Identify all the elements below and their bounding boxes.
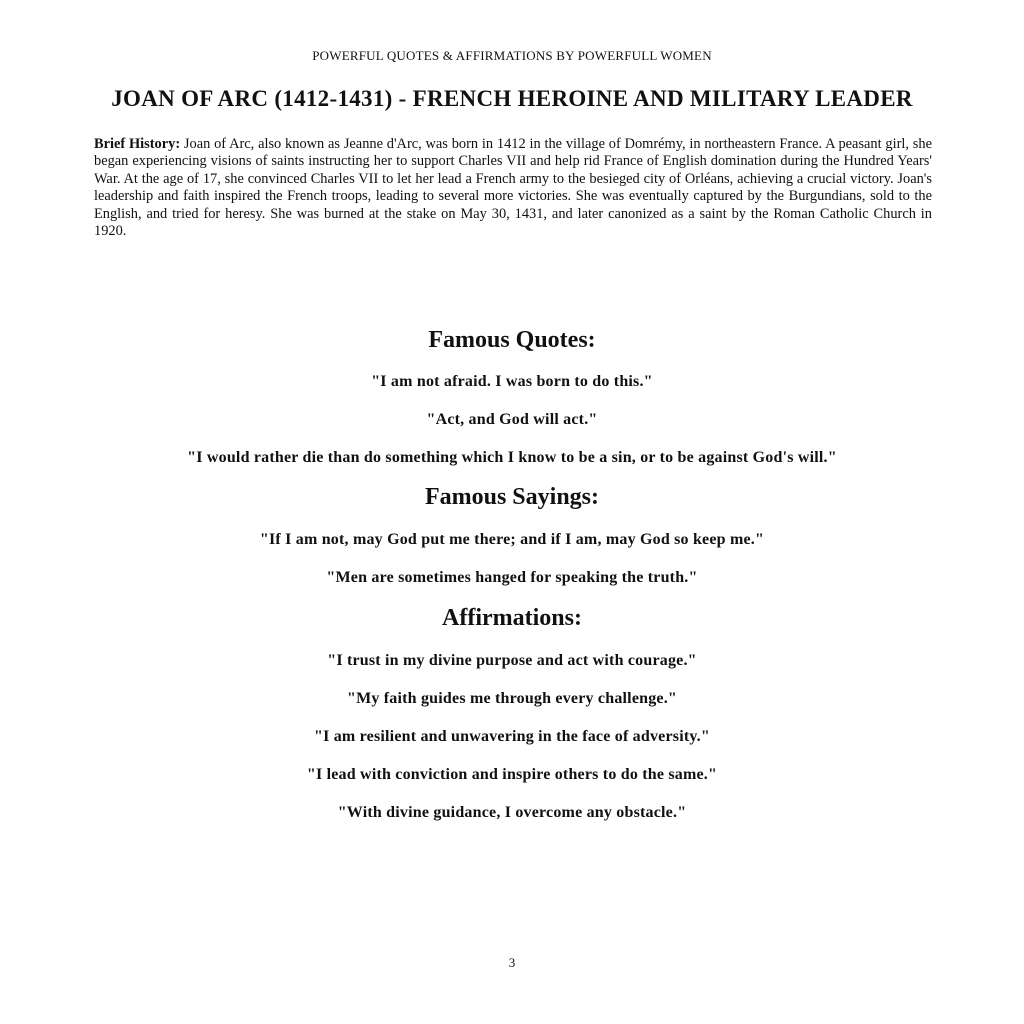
famous-sayings-heading: Famous Sayings: xyxy=(424,484,600,510)
page-number: 3 xyxy=(508,955,516,970)
brief-history-text: Joan of Arc, also known as Jeanne d'Arc, was born in 1412 in the village of Domrémy, in northeastern France. A peasant girl, she began experiencing visions of saints instructing her to support Charles VII and help rid France of English domination during the Hundred Years' War. At the age of 17, she convinced Charles VII to let her lead a French army to the besieged city of Orléans, achieving a crucial victory. Joan's leadership and faith inspired the French troops, leading to several more victories. She was eventually captured by the Burgundians, sold to the English, and tried for heresy. She was burned at the stake on May 30, 1431, and later canonized as a saint by the Roman Catholic Church in 1920. xyxy=(94,136,932,240)
quote-item: "I am not afraid. I was born to do this." xyxy=(371,373,653,390)
brief-history-paragraph xyxy=(94,136,932,240)
quote-item: "Act, and God will act." xyxy=(426,411,598,428)
affirmation-item: "I am resilient and unwavering in the face of adversity." xyxy=(314,728,710,745)
affirmation-item: "I trust in my divine purpose and act with courage." xyxy=(327,652,697,669)
saying-item: "Men are sometimes hanged for speaking the truth." xyxy=(326,569,698,586)
page-title: JOAN OF ARC (1412-1431) - FRENCH HEROINE AND MILITARY LEADER xyxy=(111,86,913,111)
running-header: POWERFUL QUOTES & AFFIRMATIONS BY POWERFULL WOMEN xyxy=(312,48,712,63)
brief-history-label: Brief History: xyxy=(94,136,181,152)
affirmation-item: "I lead with conviction and inspire others to do the same." xyxy=(306,766,718,783)
famous-quotes-heading: Famous Quotes: xyxy=(428,327,596,353)
saying-item: "If I am not, may God put me there; and if I am, may God so keep me." xyxy=(259,531,765,548)
affirmations-heading: Affirmations: xyxy=(442,605,582,631)
affirmation-item: "My faith guides me through every challenge." xyxy=(347,690,677,707)
affirmation-item: "With divine guidance, I overcome any obstacle." xyxy=(337,804,687,821)
quote-item: "I would rather die than do something which I know to be a sin, or to be against God's will." xyxy=(187,449,837,466)
